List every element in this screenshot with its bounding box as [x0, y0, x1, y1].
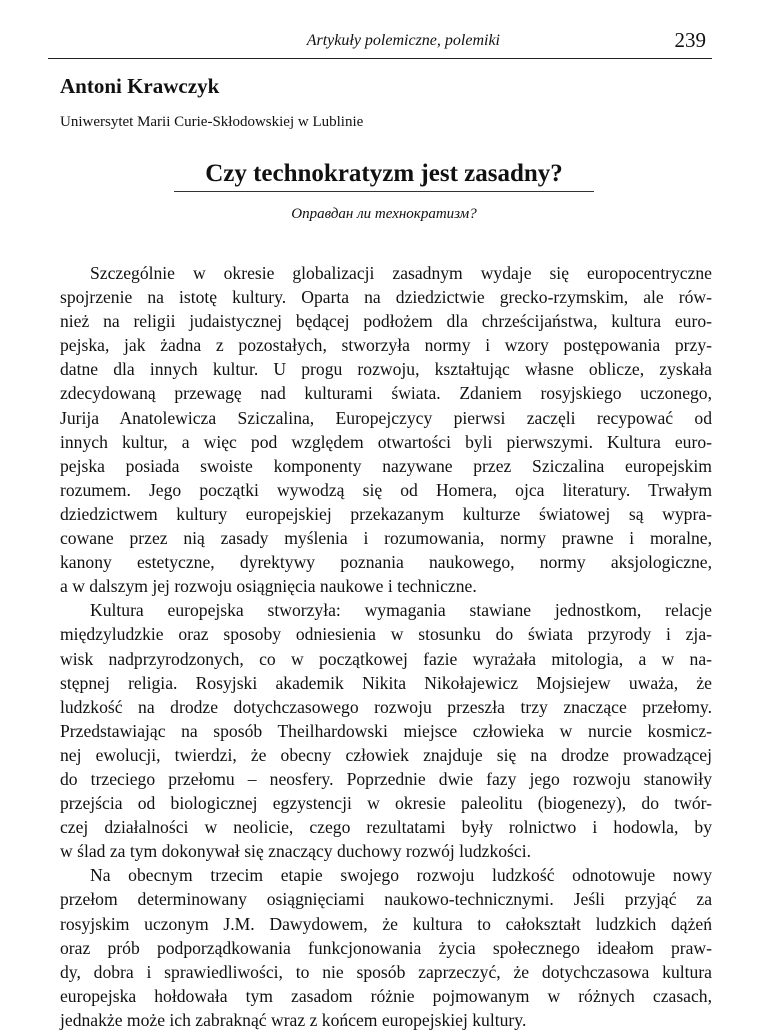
body-paragraph [60, 863, 712, 1032]
paragraph-line: kanony estetyczne, dyrektywy poznania naukowego, normy aksjologiczne, [60, 552, 712, 573]
running-title: Artykuły polemiczne, polemiki [306, 32, 500, 49]
paragraph-line: rosyjskim uczonym J.M. Dawydowem, że kultura to całokształt ludzkich dążeń [60, 913, 712, 934]
paragraph-line: ludzkość na drodze dotychczasowego rozwoju przeszła trzy znaczące przełomy. [60, 696, 712, 717]
paragraph-line: Jurija Anatolewicza Sziczalina, Europejczycy pierwsi zaczęli recypować od [60, 407, 712, 428]
article-body [60, 261, 712, 1032]
paragraph-line: pejska posiada swoiste komponenty nazywane przez Sziczalina europejskim [60, 455, 712, 476]
article-subtitle: Оправдан ли технократизм? [291, 206, 477, 222]
paragraph-line: Kultura europejska stworzyła: wymagania stawiane jednostkom, relacje [90, 600, 712, 621]
paragraph-line: stępnej religia. Rosyjski akademik Nikita Nikołajewicz Mojsiejew uważa, że [60, 672, 712, 693]
paragraph-line: rozumem. Jego początki wywodzą się od Homera, ojca literatury. Trwałym [60, 479, 712, 500]
title-divider [174, 191, 594, 192]
paragraph-line: pejska, jak żadna z pozostałych, stworzyła normy i wzory postępowania przy- [60, 335, 712, 356]
paragraph-line: przełom determinowany osiągnięciami naukowo-technicznymi. Jeśli przyjąć za [60, 889, 712, 910]
paragraph-line: Szczególnie w okresie globalizacji zasadnym wydaje się europocentryczne [90, 263, 712, 283]
paragraph-line: nież na religii judaistycznej będącej podłożem dla chrześcijaństwa, kultura euro- [60, 311, 712, 332]
body-paragraph [60, 261, 712, 598]
author-name: Antoni Krawczyk [60, 74, 220, 98]
running-header [48, 30, 712, 59]
paragraph-line: oraz prób podporządkowania funkcjonowania życia społecznego ideałom praw- [60, 937, 712, 958]
article-title: Czy technokratyzm jest zasadny? [205, 160, 563, 187]
paragraph-line: Przedstawiając na sposób Theilhardowski miejsce człowieka w nurcie kosmicz- [60, 720, 712, 741]
paragraph-line: wisk nadprzyrodzonych, co w początkowej fazie wyrażała mitologia, a w na- [60, 648, 712, 669]
paragraph-line: w ślad za tym dokonywał się znaczący duchowy rozwój ludzkości. [60, 841, 531, 862]
paragraph-line: cowane przez nią zasady myślenia i rozumowania, normy prawne i moralne, [60, 528, 712, 549]
paragraph-line: a w dalszym jej rozwoju osiągnięcia naukowe i techniczne. [60, 576, 477, 597]
page-number: 239 [674, 28, 706, 52]
paragraph-line: innych kultur, a więc pod względem otwartości byli pierwszymi. Kultura euro- [60, 431, 712, 452]
paragraph-line: czej działalności w neolicie, czego rezultatami były rolnictwo i hodowla, by [60, 817, 712, 838]
paragraph-line: spojrzenie na istotę kultury. Oparta na dziedzictwie grecko-rzymskim, ale rów- [60, 287, 712, 308]
paragraph-line: Na obecnym trzecim etapie swojego rozwoju ludzkość odnotowuje nowy [90, 865, 712, 886]
paragraph-line: przejścia od biologicznej egzystencji w okresie paleolitu (biogenezy), do twór- [60, 793, 712, 814]
paragraph-line: nej ewolucji, twierdzi, że obecny człowiek znajduje się na drodze prowadzącej [60, 744, 712, 765]
body-paragraph [60, 598, 712, 863]
paragraph-line: zdecydowaną przewagę nad kulturami świata. Zdaniem rosyjskiego uczonego, [60, 383, 712, 404]
paragraph-line: jednakże może ich zabraknąć wraz z końcem europejskiej kultury. [60, 1009, 527, 1030]
paragraph-line: dziedzictwem kultury europejskiej przekazanym kulturze światowej są wypra- [60, 503, 712, 524]
paragraph-line: dy, dobra i sprawiedliwości, to nie sposób zaprzeczyć, że dotychczasowa kultura [60, 961, 712, 982]
paragraph-line: do trzeciego przełomu – neosfery. Poprzednie dwie fazy jego rozwoju stanowiły [60, 768, 712, 789]
paragraph-line: datne dla innych kultur. U progu rozwoju, kształtując własne oblicze, zyskała [60, 359, 712, 380]
author-affiliation: Uniwersytet Marii Curie-Skłodowskiej w Lublinie [60, 114, 364, 130]
paragraph-line: międzyludzkie oraz sposoby odniesienia w stosunku do świata przyrody i zja- [60, 624, 712, 645]
paragraph-line: europejska hołdowała tym zasadom różnie pojmowanym w różnych czasach, [60, 985, 712, 1006]
